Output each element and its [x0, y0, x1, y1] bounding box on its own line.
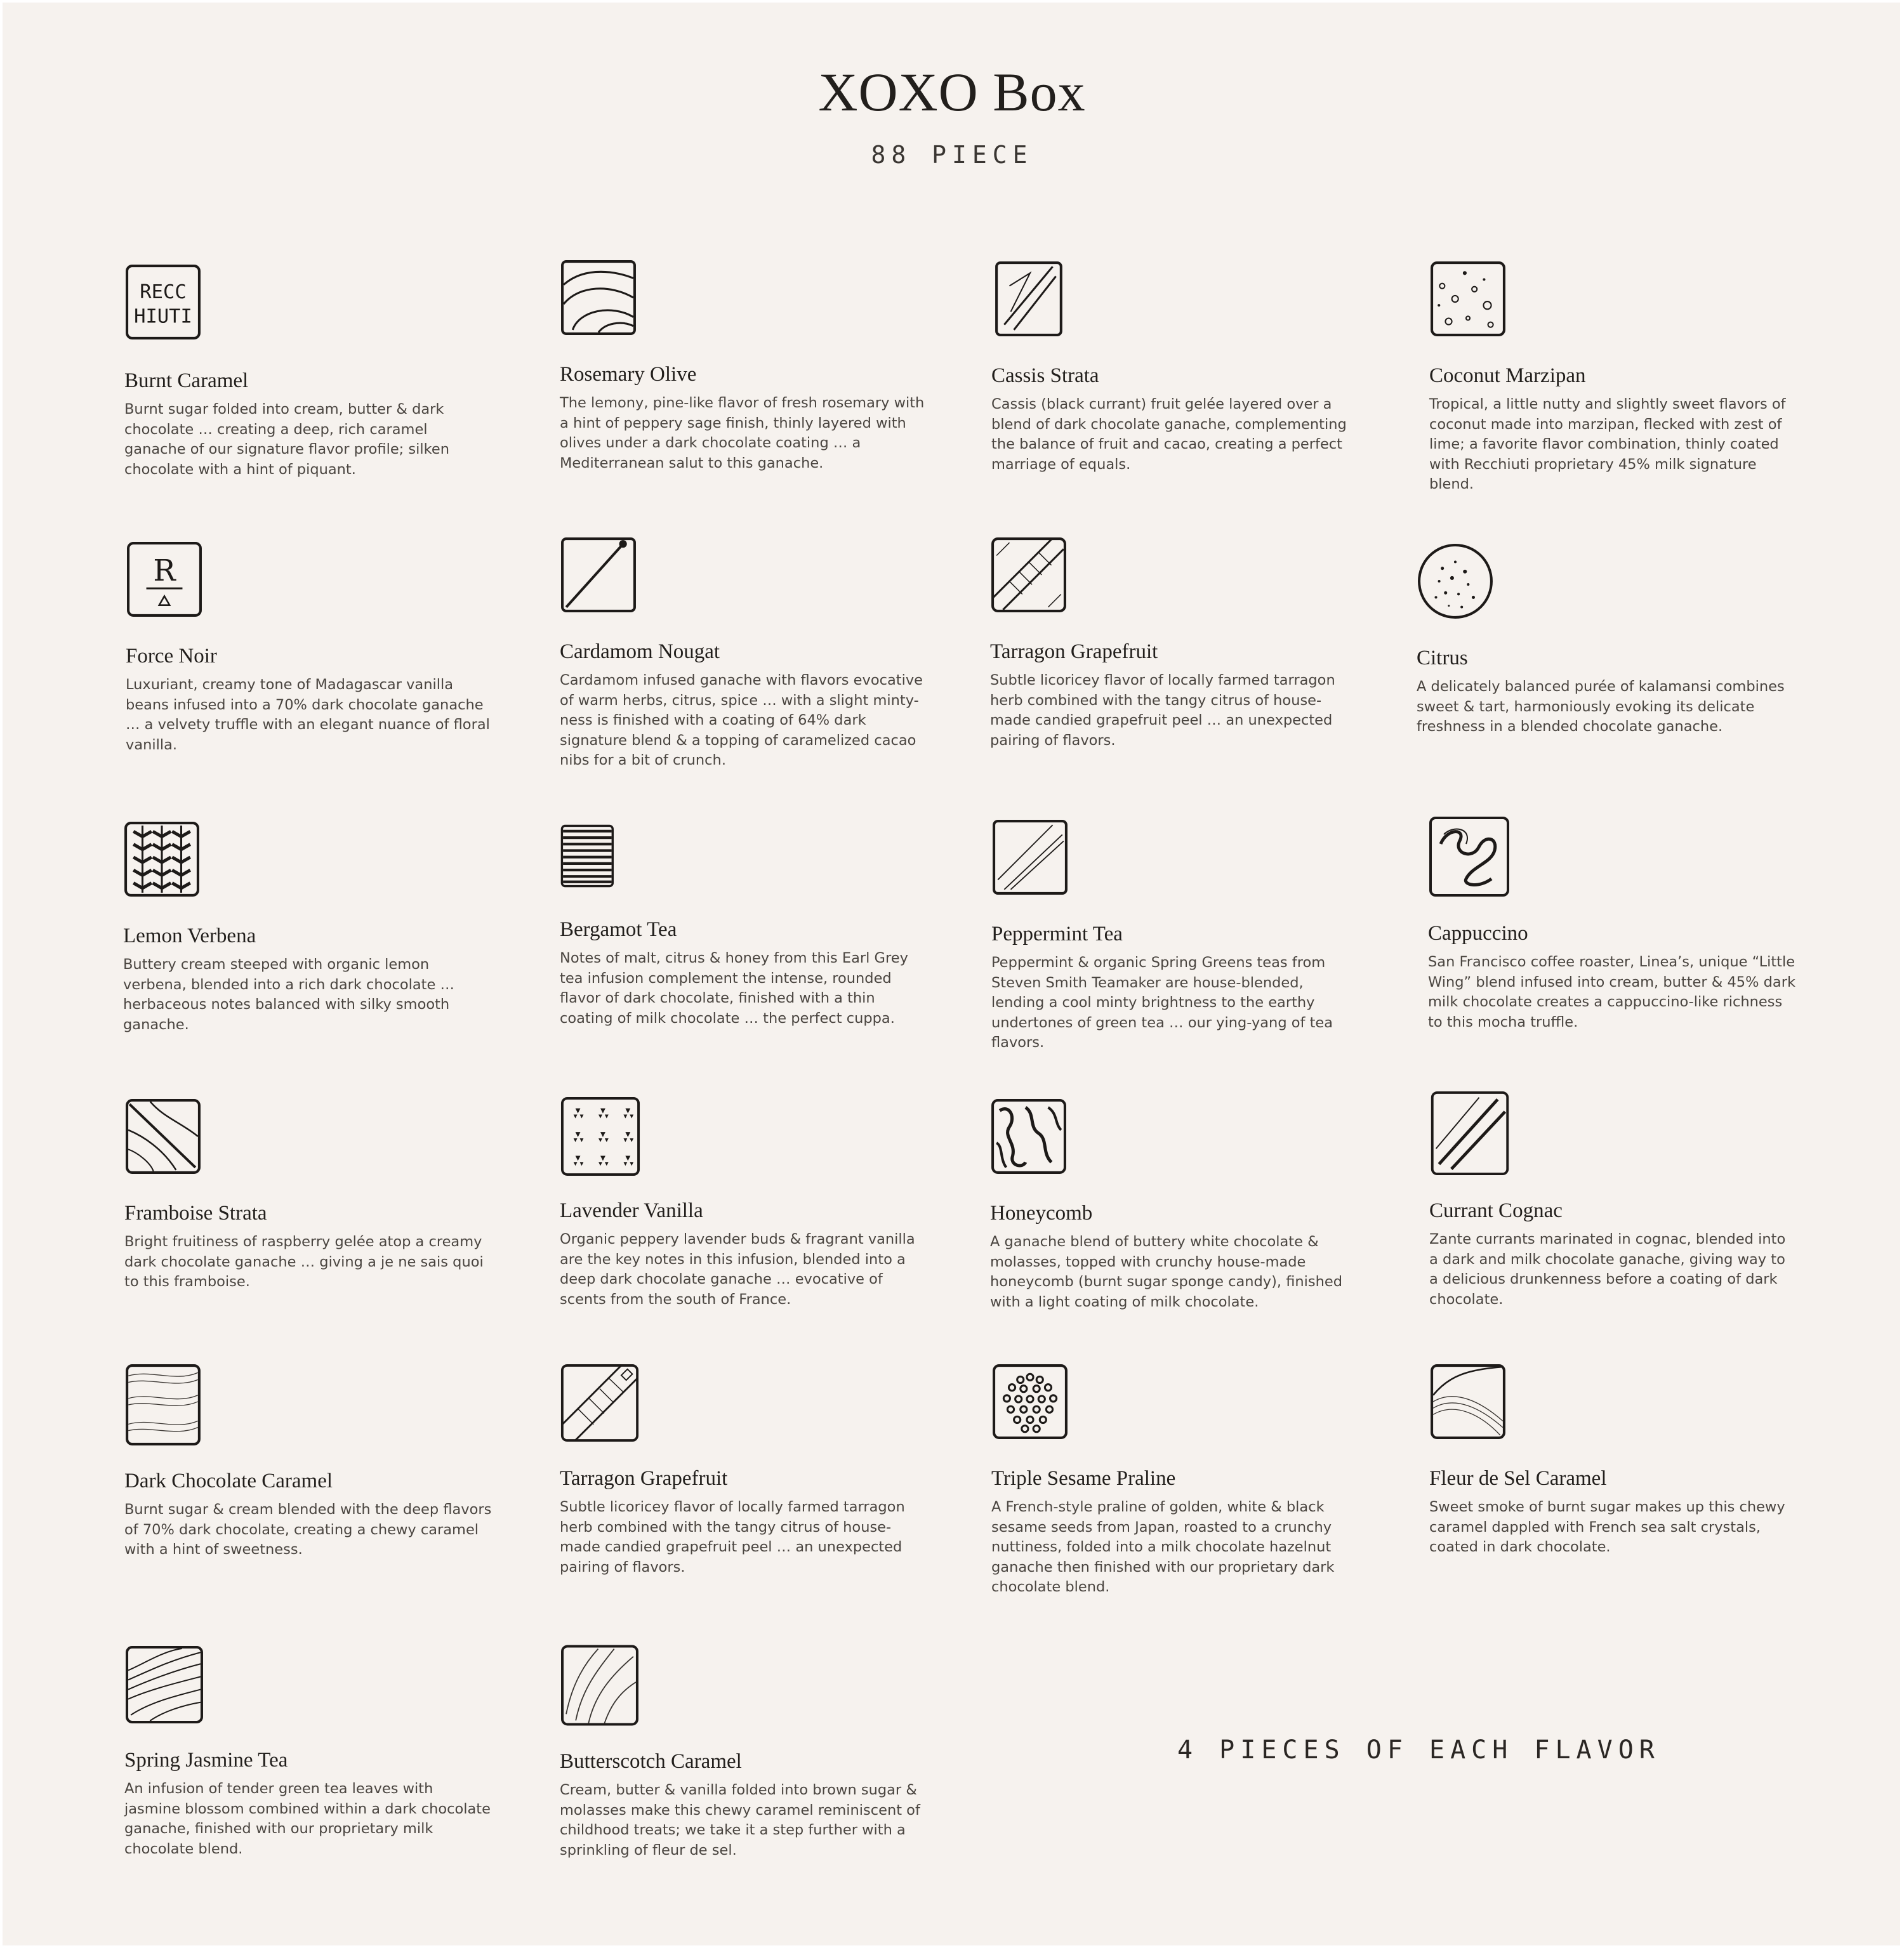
flavor-description: Buttery cream steeped with organic lemon verbena, blended into a rich dark chocolate … herbaceous notes balanced with silky smooth ganache.: [123, 956, 454, 1033]
flavor-item: [560, 1643, 934, 1860]
diagonal-strata-icon: [991, 260, 1069, 338]
flavor-description: A delicately balanced purée of kalamansi combines sweet & tart, harmoniously evoking its delicate freshness in a blended chocolate ganache.: [1417, 678, 1785, 735]
fine-waves-icon: [124, 1363, 202, 1447]
flavor-name: Triple Sesame Praline: [991, 1467, 1176, 1490]
flavor-item: [991, 260, 1366, 475]
flavor-item: [560, 259, 934, 473]
flavor-name: Currant Cognac: [1429, 1199, 1563, 1222]
svg-text:R: R: [153, 554, 176, 589]
flavor-item: [124, 1363, 499, 1560]
flavor-name: Citrus: [1417, 647, 1468, 669]
leaf-pattern-icon: [123, 820, 201, 898]
flavor-item: [126, 541, 500, 755]
flavor-name: Coconut Marzipan: [1429, 364, 1586, 387]
flavor-name: Force Noir: [126, 645, 217, 668]
flavor-name: Lavender Vanilla: [560, 1199, 703, 1222]
flavor-item: [1429, 260, 1804, 495]
flavor-name: Bergamot Tea: [560, 918, 677, 941]
sketched-band-icon: [560, 1362, 640, 1444]
r-monogram-icon: [126, 541, 203, 618]
single-diagonal-drip-icon: [560, 536, 637, 614]
sketched-arcs-icon: [560, 1643, 640, 1727]
flavor-description: Burnt sugar folded into cream, butter & dark chocolate … creating a deep, rich caramel ganache of our signature flavor profile; silken chocolate with a hint of piquant.: [124, 401, 449, 478]
flavor-name: Framboise Strata: [124, 1202, 267, 1225]
swirl-lines-icon: [560, 259, 637, 336]
sketched-band-icon: [990, 536, 1068, 614]
dots-circle-icon: [991, 1363, 1069, 1440]
honeycomb-texture-icon: [990, 1098, 1068, 1175]
flavor-name: Burnt Caramel: [124, 369, 249, 392]
horizontal-stripes-icon: [560, 814, 625, 898]
flavor-description: A French-style praline of golden, white & black sesame seeds from Japan, roasted to a crunchy nuttiness, folded into a milk chocolate hazelnut ganache then finished with our proprietary dark chocolate blend.: [991, 1499, 1335, 1595]
flavor-name: Tarragon Grapefruit: [560, 1467, 728, 1490]
flavor-item: [560, 1362, 934, 1577]
flavor-item: [123, 820, 498, 1035]
flavor-description: Cassis (black currant) fruit gelée layered over a blend of dark chocolate ganache, complementing the balance of fruit and cacao, creating a perfect marriage of equals.: [991, 396, 1347, 473]
flavor-description: The lemony, pine-like flavor of fresh rosemary with a hint of peppery sage finish, thinly layered with olives under a dark chocolate coating … a Mediterranean salut to this ganache.: [560, 395, 925, 471]
flavor-item: [990, 1098, 1365, 1312]
flavor-item: [991, 1363, 1366, 1598]
flavor-name: Cassis Strata: [991, 364, 1099, 387]
lavender-pattern-icon: [560, 1095, 641, 1178]
flavor-item: [1428, 814, 1802, 1032]
piece-count: 88 PIECE: [871, 141, 1033, 169]
flavor-item: [990, 536, 1365, 751]
flavor-description: Zante currants marinated in cognac, blended into a dark and milk chocolate ganache, giving way to a delicious drunkenness before a coating of dark chocolate.: [1429, 1231, 1786, 1308]
recchiuti-logo-icon: [124, 263, 202, 341]
swept-strata-icon: [124, 1098, 202, 1175]
flavor-description: Subtle licoricey flavor of locally farmed tarragon herb combined with the tangy citrus of house-made candied grapefruit peel … an unexpected pairing of flavors.: [990, 672, 1335, 749]
flavor-item: [124, 1098, 499, 1293]
flavor-item: [560, 1095, 934, 1310]
speckled-circle-icon: [1417, 543, 1494, 620]
flavor-item: [991, 819, 1366, 1053]
squiggle-icon: [1428, 814, 1511, 899]
flavor-description: San Francisco coffee roaster, Linea’s, unique “Little Wing” blend infused into cream, butter & 45% dark milk chocolate creates a cappuccino-like richness to this mocha truffle.: [1428, 954, 1795, 1030]
double-drip-icon: [1429, 1090, 1511, 1176]
flavor-item: [560, 814, 934, 1029]
wave-curve-icon: [1429, 1363, 1507, 1440]
flavor-description: Tropical, a little nutty and slightly sweet flavors of coconut made into marzipan, flecked with zest of lime; a favorite flavor combination, thinly coated with Recchiuti proprietary 45% milk signature blend.: [1429, 396, 1786, 492]
flavor-name: Butterscotch Caramel: [560, 1750, 742, 1773]
flavor-name: Lemon Verbena: [123, 925, 256, 947]
flavor-item: [1429, 1363, 1804, 1558]
flowing-lines-icon: [124, 1645, 204, 1725]
flavor-description: Sweet smoke of burnt sugar makes up this chewy caramel dappled with French sea salt crystals, coated in dark chocolate.: [1429, 1499, 1785, 1555]
flavor-description: Organic peppery lavender buds & fragrant vanilla are the key notes in this infusion, blended into a deep dark chocolate ganache … evocative of scents from the south of France.: [560, 1231, 915, 1308]
svg-text:RECC: RECC: [140, 280, 187, 303]
svg-text:HIUTI: HIUTI: [134, 305, 192, 328]
flavor-item: [1417, 543, 1791, 737]
flavor-description: Peppermint & organic Spring Greens teas from Steven Smith Teamaker are house-blended, lending a cool minty brightness to the earthy undertones of green tea … our ying-yang of tea flavors.: [991, 954, 1333, 1051]
flavor-description: Notes of malt, citrus & honey from this Earl Grey tea infusion complement the intense, rounded flavor of dark chocolate, finished with a thin coating of milk chocolate … the perfect cuppa.: [560, 950, 908, 1027]
flavor-name: Cappuccino: [1428, 922, 1528, 945]
flavor-name: Peppermint Tea: [991, 923, 1123, 945]
flavor-description: Luxuriant, creamy tone of Madagascar vanilla beans infused into a 70% dark chocolate ganache … a velvety truffle with an elegant nuance of floral vanilla.: [126, 676, 490, 753]
flavor-item: [560, 536, 934, 771]
flavor-name: Dark Chocolate Caramel: [124, 1470, 333, 1492]
flavor-name: Fleur de Sel Caramel: [1429, 1467, 1607, 1490]
flavor-item: [124, 263, 499, 480]
flavor-description: Cardamom infused ganache with flavors evocative of warm herbs, citrus, spice … with a slight minty-ness is finished with a coating of 64% dark signature blend & a topping of caramelized cacao nibs for a bit of crunch.: [560, 672, 923, 768]
flavor-name: Rosemary Olive: [560, 363, 697, 386]
speckled-bubbles-icon: [1429, 260, 1507, 338]
flavor-description: Cream, butter & vanilla folded into brown sugar & molasses make this chewy caramel reminiscent of childhood treats; we take it a step further with a sprinkling of fleur de sel.: [560, 1782, 920, 1859]
flavor-description: Subtle licoricey flavor of locally farmed tarragon herb combined with the tangy citrus of house-made candied grapefruit peel … an unexpected pairing of flavors.: [560, 1499, 905, 1576]
flavor-description: Bright fruitiness of raspberry gelée atop a creamy dark chocolate ganache … giving a je ne sais quoi to this framboise.: [124, 1234, 484, 1290]
footer-note: 4 PIECES OF EACH FLAVOR: [1177, 1735, 1660, 1765]
flavor-name: Honeycomb: [990, 1202, 1093, 1225]
flavor-name: Cardamom Nougat: [560, 640, 720, 663]
flavor-name: Tarragon Grapefruit: [990, 640, 1158, 663]
flavor-description: Burnt sugar & cream blended with the deep flavors of 70% dark chocolate, creating a chewy caramel with a hint of sweetness.: [124, 1501, 492, 1558]
flavor-description: An infusion of tender green tea leaves with jasmine blossom combined within a dark chocolate ganache, finished with our proprietary milk chocolate blend.: [124, 1780, 491, 1857]
flavor-name: Spring Jasmine Tea: [124, 1749, 288, 1772]
diagonal-hatch-icon: [991, 819, 1069, 896]
flavor-description: A ganache blend of buttery white chocolate & molasses, topped with crunchy house-made honeycomb (burnt sugar sponge candy), finished with a light coating of milk chocolate.: [990, 1234, 1342, 1310]
page-title: XOXO Box: [818, 62, 1086, 122]
flavor-item: [124, 1645, 499, 1859]
flavor-item: [1429, 1090, 1804, 1310]
